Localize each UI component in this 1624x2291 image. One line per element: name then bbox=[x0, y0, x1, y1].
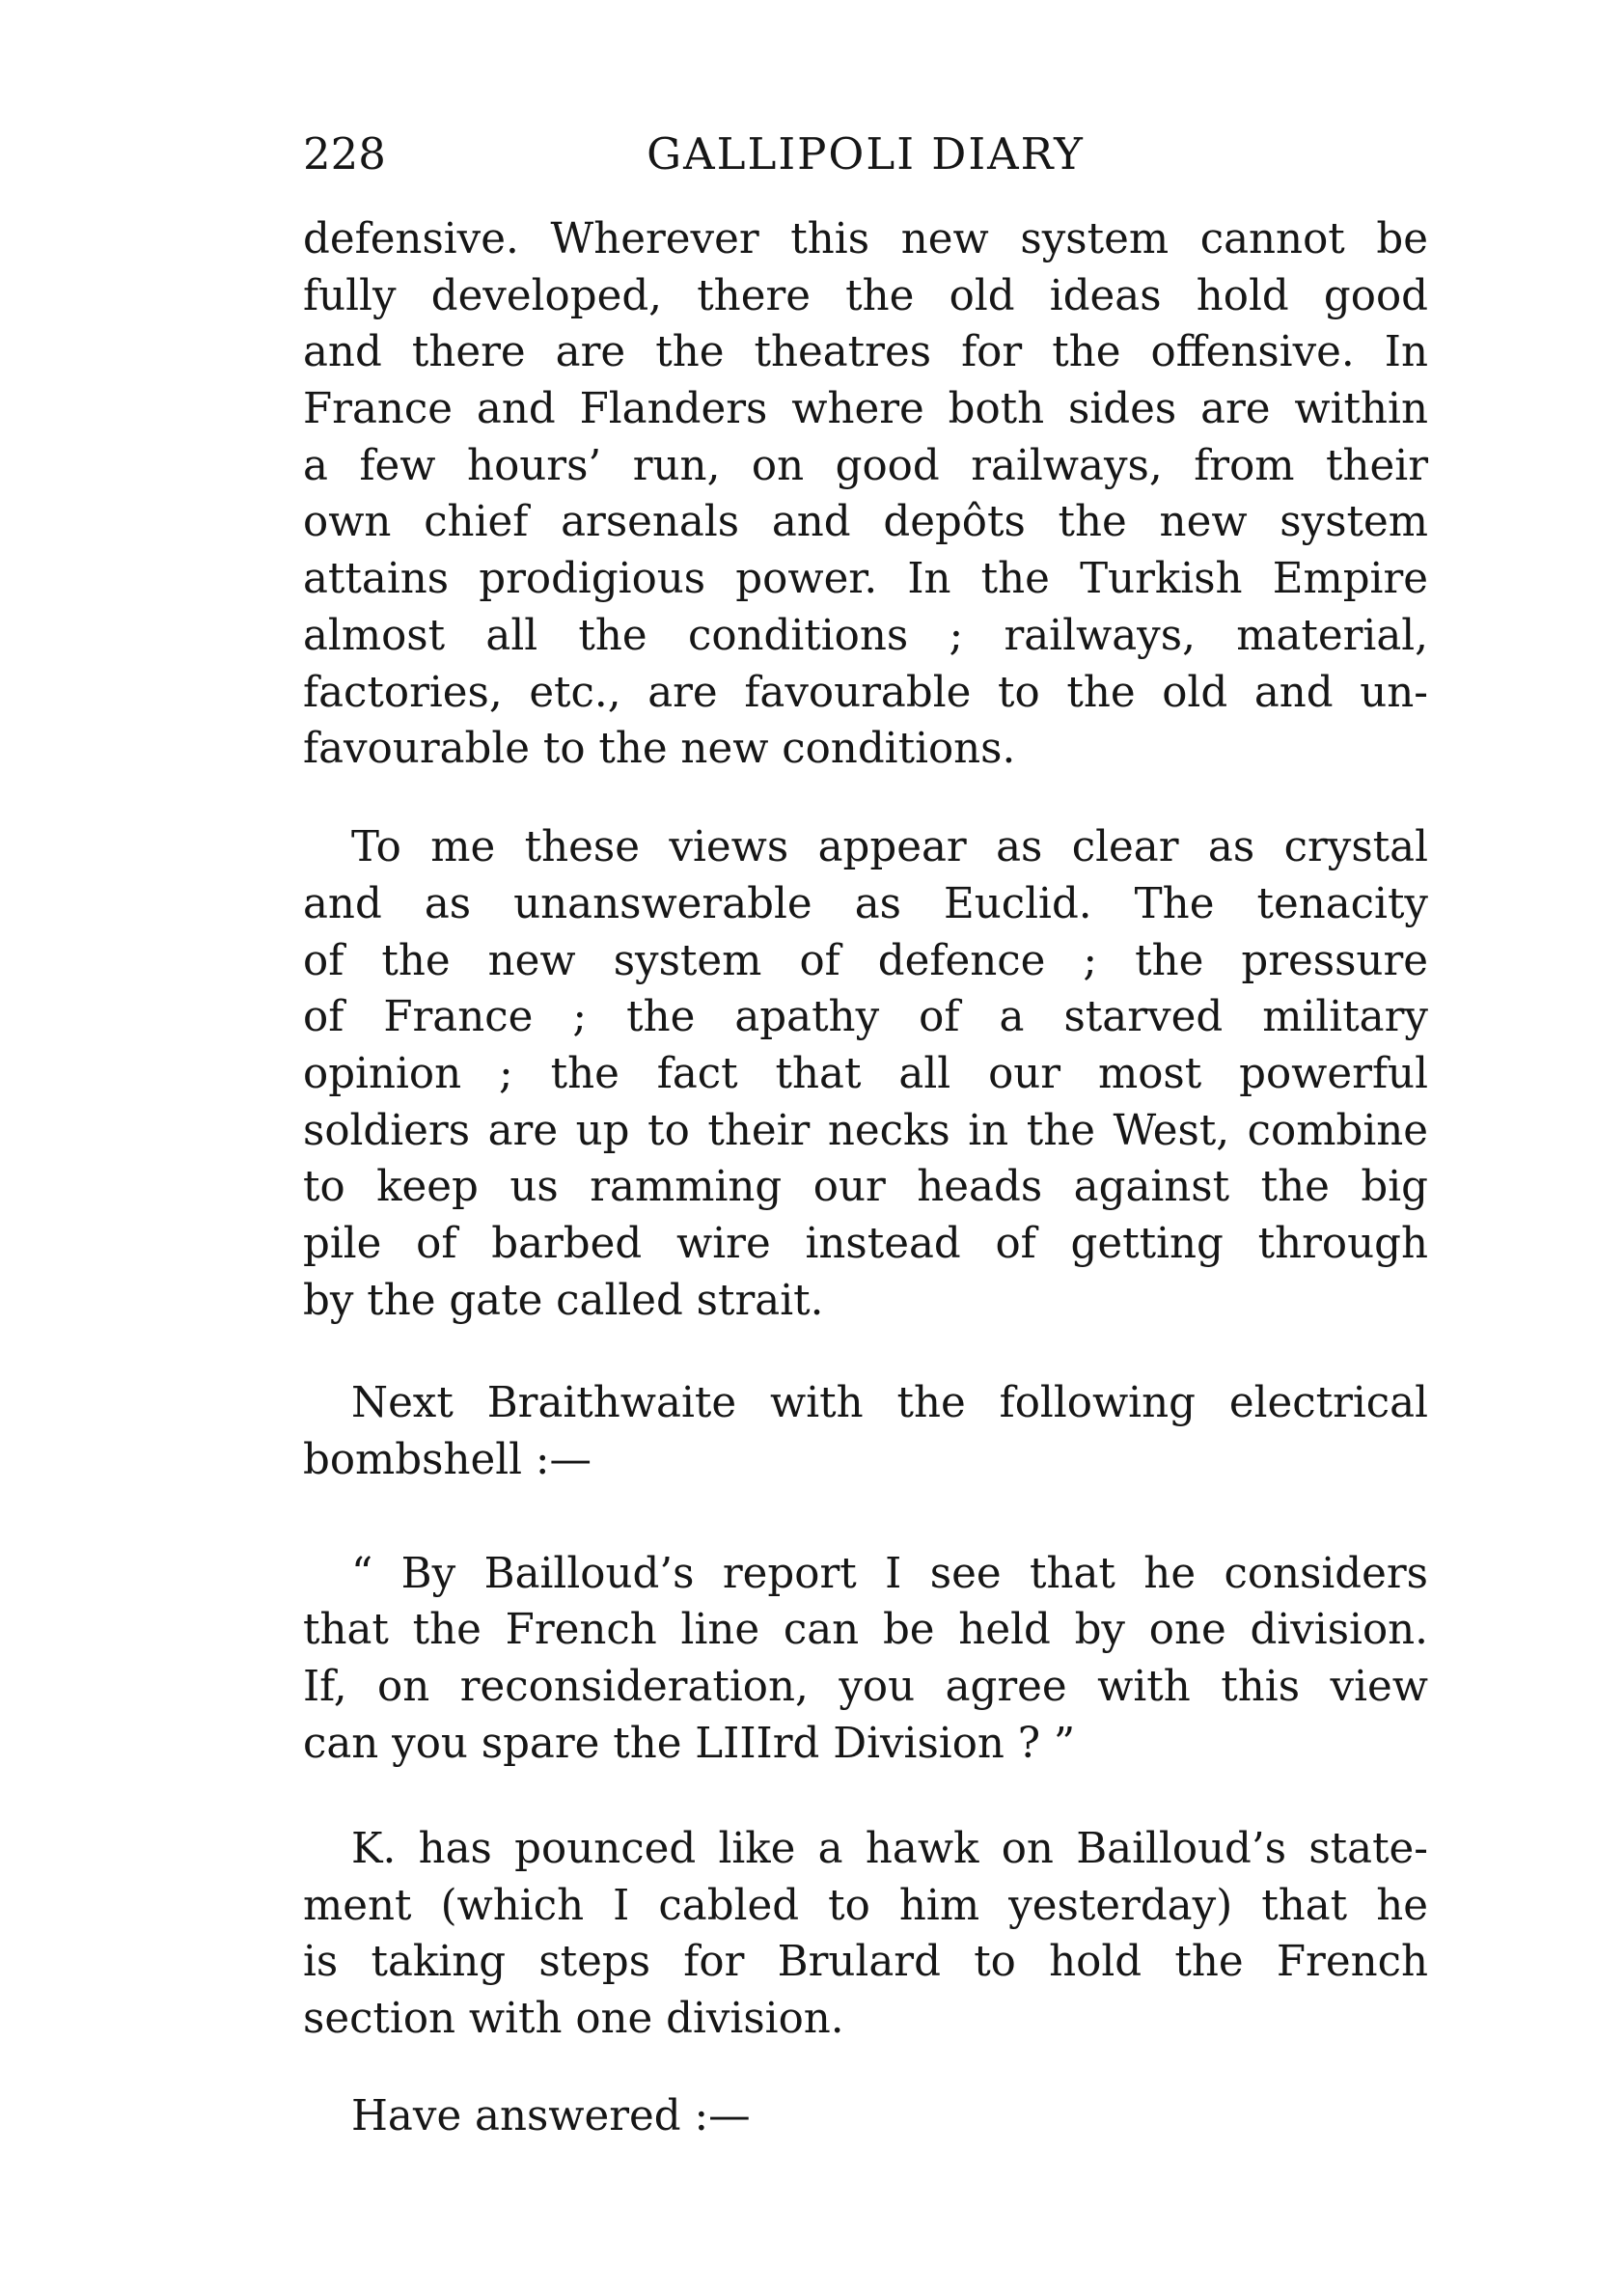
page-header bbox=[303, 125, 1428, 183]
text-line: K. has pounced like a hawk on Bailloud’s state- bbox=[351, 1825, 1428, 1873]
text-line: fully developed, there the old ideas hold good bbox=[303, 272, 1428, 320]
text-line: of France ; the apathy of a starved military bbox=[303, 993, 1428, 1041]
text-line: To me these views appear as clear as crystal bbox=[351, 823, 1428, 871]
running-title: GALLIPOLI DIARY bbox=[647, 128, 1085, 179]
text-line: section with one division. bbox=[303, 1995, 844, 2043]
text-line: France and Flanders where both sides are within bbox=[303, 385, 1428, 433]
text-line: pile of barbed wire instead of getting through bbox=[303, 1220, 1428, 1268]
text-line: of the new system of defence ; the pressure bbox=[303, 937, 1428, 985]
text-line: and there are the theatres for the offensive. In bbox=[303, 328, 1428, 376]
text-line: soldiers are up to their necks in the West, combine bbox=[303, 1107, 1428, 1155]
text-line: can you spare the LIIIrd Division ? ” bbox=[303, 1720, 1076, 1768]
text-line: If, on reconsideration, you agree with this view bbox=[303, 1663, 1428, 1711]
text-line: Have answered :— bbox=[351, 2092, 751, 2140]
text-line: and as unanswerable as Euclid. The tenacity bbox=[303, 880, 1428, 928]
text-line: is taking steps for Brulard to hold the French bbox=[303, 1938, 1428, 1986]
text-line: bombshell :— bbox=[303, 1436, 592, 1484]
text-line: opinion ; the fact that all our most powerful bbox=[303, 1050, 1428, 1098]
text-line: attains prodigious power. In the Turkish Empire bbox=[303, 555, 1428, 603]
text-line: that the French line can be held by one division. bbox=[303, 1606, 1428, 1654]
text-line: to keep us ramming our heads against the big bbox=[303, 1163, 1428, 1211]
text-line: a few hours’ run, on good railways, from their bbox=[303, 442, 1428, 490]
text-line: “ By Bailloud’s report I see that he considers bbox=[351, 1550, 1428, 1598]
text-line: ment (which I cabled to him yesterday) that he bbox=[303, 1882, 1428, 1930]
text-line: almost all the conditions ; railways, material, bbox=[303, 612, 1428, 660]
text-line: factories, etc., are favourable to the old and un- bbox=[303, 669, 1428, 717]
text-line: favourable to the new conditions. bbox=[303, 725, 1016, 773]
text-line: by the gate called strait. bbox=[303, 1277, 824, 1325]
text-line: own chief arsenals and depôts the new system bbox=[303, 498, 1428, 546]
text-line: Next Braithwaite with the following electrical bbox=[351, 1379, 1428, 1427]
page-number: 228 bbox=[303, 128, 386, 179]
text-line: defensive. Wherever this new system cannot be bbox=[303, 215, 1428, 263]
